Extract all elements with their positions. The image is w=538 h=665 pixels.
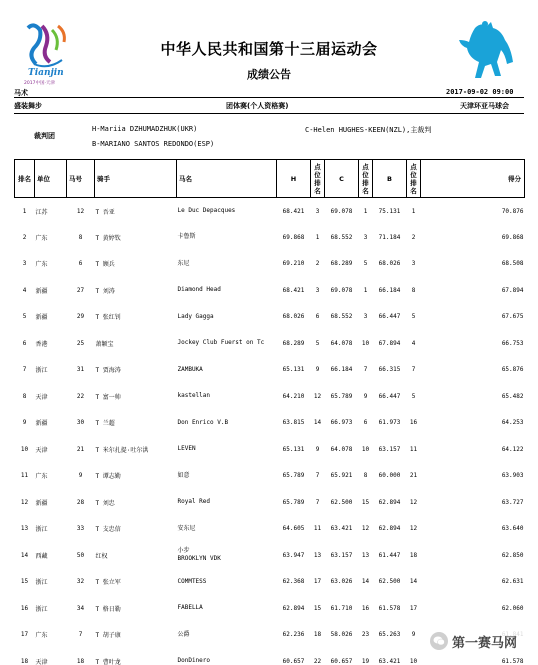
cell-horse-no: 29: [76, 313, 85, 321]
cell-h-rank: 9: [315, 366, 320, 374]
cell-rank: 13: [20, 525, 29, 533]
cell-b-rank: 2: [411, 233, 416, 241]
cell-horse-no: 33: [76, 525, 85, 533]
cell-h: 64.210: [282, 392, 305, 400]
cell-rider: T 黄婷钦: [95, 234, 121, 242]
cell-horse-no: 27: [76, 286, 85, 294]
cell-horse-name: Jockey Club Fuerst on Tc: [177, 339, 265, 347]
cell-b: 60.000: [378, 472, 401, 480]
cell-score: 62.060: [501, 604, 524, 612]
cell-c: 60.657: [330, 657, 353, 665]
cell-horse-name: DonDinero: [177, 657, 211, 665]
cell-h-rank: 11: [313, 525, 322, 533]
cell-rank: 7: [22, 366, 27, 374]
cell-h-rank: 9: [315, 445, 320, 453]
col-header-c-rank: 点位排名: [359, 160, 373, 198]
table-row: [15, 595, 525, 622]
cell-rank: 11: [20, 472, 29, 480]
page-title: 中华人民共和国第十三届运动会: [160, 40, 378, 58]
cell-c: 65.789: [330, 392, 353, 400]
cell-horse-no: 22: [76, 392, 85, 400]
datetime-label: 2017-09-02 09:00: [446, 88, 514, 96]
cell-c-rank: 12: [361, 525, 370, 533]
cell-b-rank: 12: [409, 498, 418, 506]
cell-horse-name: 公爵: [177, 630, 190, 638]
cell-c-rank: 13: [361, 551, 370, 559]
cell-rank: 6: [22, 339, 27, 347]
cell-score: 65.876: [501, 366, 524, 374]
cell-rank: 15: [20, 578, 29, 586]
cell-b: 65.263: [378, 631, 401, 639]
logo-subtext: 2017中国·天津: [24, 81, 55, 86]
cell-horse-no: 34: [76, 604, 85, 612]
cell-c-rank: 5: [363, 260, 368, 268]
table-row: [15, 330, 525, 357]
cell-score: 67.675: [501, 313, 524, 321]
cell-c-rank: 3: [363, 313, 368, 321]
cell-h-rank: 13: [313, 551, 322, 559]
cell-b: 68.026: [378, 260, 401, 268]
cell-b-rank: 5: [411, 392, 416, 400]
cell-h-rank: 14: [313, 419, 322, 427]
cell-h-rank: 2: [315, 260, 320, 268]
watermark-text: 第一赛马网: [452, 635, 518, 651]
cell-c: 63.157: [330, 551, 353, 559]
table-row: [15, 569, 525, 596]
cell-score: 68.508: [501, 260, 524, 268]
cell-horse-no: 31: [76, 366, 85, 374]
cell-unit: 香港: [35, 340, 48, 348]
col-header-rider: 骑手: [95, 160, 177, 198]
cell-horse-name: kastellan: [177, 392, 211, 400]
col-header-unit: 单位: [35, 160, 67, 198]
cell-c-rank: 10: [361, 339, 370, 347]
cell-h-rank: 18: [313, 631, 322, 639]
cell-b-rank: 12: [409, 525, 418, 533]
cell-rider: T 富一帅: [95, 393, 121, 401]
cell-unit: 广东: [35, 473, 48, 481]
cell-b: 61.973: [378, 419, 401, 427]
cell-b: 66.447: [378, 392, 401, 400]
cell-horse-no: 8: [78, 233, 83, 241]
cell-h-rank: 7: [315, 498, 320, 506]
cell-rank: 16: [20, 604, 29, 612]
cell-h-rank: 17: [313, 578, 322, 586]
cell-horse-name: 东尼: [177, 259, 190, 267]
cell-rider: T 刘涛: [95, 287, 115, 295]
col-header-score: 得分: [421, 160, 525, 198]
cell-unit: 新疆: [35, 287, 48, 295]
cell-rider: T 顾兵: [95, 261, 115, 269]
cell-score: 64.253: [501, 419, 524, 427]
cell-rider: T 曹叶龙: [95, 658, 121, 665]
table-row: [15, 383, 525, 410]
cell-horse-name: Diamond Head: [177, 286, 221, 294]
table-row: [15, 277, 525, 304]
cell-b: 66.315: [378, 366, 401, 374]
cell-h: 62.894: [282, 604, 305, 612]
cell-b: 62.894: [378, 498, 401, 506]
cell-c: 66.973: [330, 419, 353, 427]
table-row: [15, 436, 525, 463]
cell-c-rank: 10: [361, 445, 370, 453]
cell-b-rank: 7: [411, 366, 416, 374]
cell-b-rank: 8: [411, 286, 416, 294]
col-header-h-rank: 点位排名: [311, 160, 325, 198]
cell-rider: T 贾海涛: [95, 367, 121, 375]
cell-c-rank: 19: [361, 657, 370, 665]
cell-h: 63.947: [282, 551, 305, 559]
table-row: [15, 198, 525, 225]
cell-h-rank: 12: [313, 392, 322, 400]
cell-horse-no: 32: [76, 578, 85, 586]
judges-label: 裁判团: [34, 132, 55, 140]
cell-b: 61.578: [378, 604, 401, 612]
cell-horse-name: Le Duc Depacques: [177, 207, 236, 214]
cell-h: 68.026: [282, 313, 305, 321]
cell-b: 67.894: [378, 339, 401, 347]
table-row: [15, 463, 525, 490]
cell-rank: 9: [22, 419, 27, 427]
table-row: [15, 251, 525, 278]
col-header-rank: 排名: [15, 160, 35, 198]
cell-b-rank: 1: [411, 207, 416, 215]
cell-horse-name: Lady Gagga: [177, 312, 214, 320]
cell-unit: 新疆: [35, 420, 48, 428]
cell-score: 65.482: [501, 392, 524, 400]
cell-rank: 17: [20, 631, 29, 639]
cell-h-rank: 1: [315, 233, 320, 241]
cell-rank: 2: [22, 233, 27, 241]
cell-h: 69.868: [282, 233, 305, 241]
cell-unit: 新疆: [35, 314, 48, 322]
cell-c: 68.552: [330, 313, 353, 321]
cell-c: 68.552: [330, 233, 353, 241]
cell-unit: 天津: [35, 393, 48, 401]
cell-unit: 浙江: [35, 526, 48, 534]
cell-unit: 浙江: [35, 367, 48, 375]
cell-horse-no: 28: [76, 498, 85, 506]
cell-c: 63.026: [330, 578, 353, 586]
cell-horse-name: FABELLA: [177, 604, 203, 612]
table-row: [15, 357, 525, 384]
cell-rank: 10: [20, 445, 29, 453]
cell-score: 64.122: [501, 445, 524, 453]
cell-c-rank: 3: [363, 233, 368, 241]
cell-b-rank: 9: [411, 631, 416, 639]
cell-horse-name: 如意: [177, 471, 190, 479]
cell-rank: 8: [22, 392, 27, 400]
cell-c: 68.289: [330, 260, 353, 268]
cell-horse-no: 12: [76, 207, 85, 215]
sport-label: 马术: [14, 89, 28, 97]
table-row: [15, 542, 525, 569]
cell-unit: 广东: [35, 234, 48, 242]
cell-horse-name: 小步 BROOKLYN VDK: [177, 547, 221, 563]
cell-horse-name: Royal Red: [177, 498, 211, 506]
cell-horse-no: 9: [78, 472, 83, 480]
cell-h-rank: 3: [315, 207, 320, 215]
col-header-horse-name: 马名: [177, 160, 277, 198]
cell-rider: T 张红钊: [95, 314, 121, 322]
cell-b: 71.184: [378, 233, 401, 241]
cell-h-rank: 15: [313, 604, 322, 612]
cell-c: 58.026: [330, 631, 353, 639]
cell-rider: T 米尔扎提·吐尔洪: [95, 446, 149, 454]
cell-score: 63.640: [501, 525, 524, 533]
judge-c: C-Helen HUGHES-KEEN(NZL),主裁判: [305, 126, 432, 134]
cell-c-rank: 8: [363, 472, 368, 480]
cell-h: 68.289: [282, 339, 305, 347]
cell-rider: T 胡子康: [95, 632, 121, 640]
cell-rider: T 谭志勤: [95, 473, 121, 481]
cell-h-rank: 6: [315, 313, 320, 321]
cell-b: 75.131: [378, 207, 401, 215]
cell-score: 63.727: [501, 498, 524, 506]
cell-b: 62.500: [378, 578, 401, 586]
cell-unit: 天津: [35, 446, 48, 454]
cell-rider: 萧颖宝: [95, 340, 114, 348]
cell-rider: T 格日勒: [95, 605, 121, 613]
cell-b-rank: 5: [411, 313, 416, 321]
cell-horse-no: 7: [78, 631, 83, 639]
event-label: 团体赛(个人资格赛): [226, 102, 289, 110]
cell-b: 66.447: [378, 313, 401, 321]
cell-rider: 红权: [95, 552, 108, 560]
cell-b-rank: 18: [409, 551, 418, 559]
cell-horse-no: 18: [76, 657, 85, 665]
cell-c: 69.078: [330, 207, 353, 215]
cell-unit: 江苏: [35, 208, 48, 216]
cell-b-rank: 16: [409, 419, 418, 427]
cell-horse-name: COMMTESS: [177, 577, 207, 585]
cell-c-rank: 14: [361, 578, 370, 586]
col-header-c: C: [325, 160, 359, 198]
cell-h: 64.605: [282, 525, 305, 533]
cell-h: 65.789: [282, 472, 305, 480]
divider: [14, 113, 524, 114]
page-subtitle: 成绩公告: [247, 68, 291, 81]
cell-rank: 5: [22, 313, 27, 321]
cell-horse-no: 21: [76, 445, 85, 453]
cell-score: 69.868: [501, 233, 524, 241]
cell-h: 65.131: [282, 445, 305, 453]
cell-h-rank: 5: [315, 339, 320, 347]
cell-h: 62.236: [282, 631, 305, 639]
cell-rank: 1: [22, 207, 27, 215]
divider: [14, 97, 524, 98]
cell-c-rank: 7: [363, 366, 368, 374]
cell-rank: 12: [20, 498, 29, 506]
cell-unit: 西藏: [35, 552, 48, 560]
col-header-b-rank: 点位排名: [407, 160, 421, 198]
cell-h-rank: 22: [313, 657, 322, 665]
cell-rider: T 兰超: [95, 420, 115, 428]
cell-b-rank: 4: [411, 339, 416, 347]
cell-horse-name: 卡鲁斯: [177, 233, 196, 241]
cell-horse-name: Don Enrico V.B: [177, 418, 229, 426]
cell-score: 61.578: [501, 657, 524, 665]
cell-h: 69.210: [282, 260, 305, 268]
venue-label: 天津环亚马球会: [460, 102, 509, 110]
wechat-icon: [430, 632, 448, 650]
cell-b: 63.157: [378, 445, 401, 453]
cell-c: 69.078: [330, 286, 353, 294]
cell-h: 65.789: [282, 498, 305, 506]
cell-horse-no: 25: [76, 339, 85, 347]
cell-unit: 广东: [35, 261, 48, 269]
cell-h: 62.368: [282, 578, 305, 586]
cell-b-rank: 21: [409, 472, 418, 480]
cell-score: 66.753: [501, 339, 524, 347]
cell-rank: 3: [22, 260, 27, 268]
discipline-label: 盛装舞步: [14, 102, 42, 110]
cell-h: 63.815: [282, 419, 305, 427]
cell-score: 62.850: [501, 551, 524, 559]
cell-unit: 浙江: [35, 579, 48, 587]
watermark: [430, 628, 536, 654]
cell-score: 70.876: [501, 207, 524, 215]
cell-c: 65.921: [330, 472, 353, 480]
cell-b-rank: 10: [409, 657, 418, 665]
logo-wordmark: Tianjin: [28, 68, 64, 78]
cell-c-rank: 15: [361, 498, 370, 506]
table-row: [15, 516, 525, 543]
cell-h: 65.131: [282, 366, 305, 374]
cell-b: 63.421: [378, 657, 401, 665]
cell-score: 62.631: [501, 578, 524, 586]
cell-c-rank: 6: [363, 419, 368, 427]
judge-b: B-MARIANO SANTOS REDONDO(ESP): [92, 140, 215, 148]
cell-h-rank: 3: [315, 286, 320, 294]
col-header-horse-no: 马号: [67, 160, 95, 198]
cell-horse-name: 安东尼: [177, 524, 196, 532]
cell-c: 64.078: [330, 339, 353, 347]
cell-c-rank: 23: [361, 631, 370, 639]
cell-rider: T 吾亚: [95, 208, 115, 216]
cell-unit: 天津: [35, 658, 48, 665]
cell-h-rank: 7: [315, 472, 320, 480]
cell-rider: T 支忠信: [95, 526, 121, 534]
cell-b: 66.184: [378, 286, 401, 294]
cell-unit: 新疆: [35, 499, 48, 507]
cell-b-rank: 11: [409, 445, 418, 453]
cell-unit: 浙江: [35, 605, 48, 613]
cell-b: 62.894: [378, 525, 401, 533]
cell-c-rank: 1: [363, 286, 368, 294]
cell-b-rank: 3: [411, 260, 416, 268]
cell-rank: 18: [20, 657, 29, 665]
cell-c-rank: 9: [363, 392, 368, 400]
cell-horse-no: 6: [78, 260, 83, 268]
table-row: [15, 410, 525, 437]
table-row: [15, 224, 525, 251]
judge-h: H-Mariia DZHUMADZHUK(UKR): [92, 125, 198, 133]
cell-horse-name: ZAMBUKA: [177, 365, 203, 373]
cell-h: 68.421: [282, 207, 305, 215]
cell-c: 63.421: [330, 525, 353, 533]
table-row: [15, 489, 525, 516]
cell-c-rank: 1: [363, 207, 368, 215]
cell-c-rank: 16: [361, 604, 370, 612]
cell-score: 67.894: [501, 286, 524, 294]
table-header-row: [15, 160, 525, 198]
cell-rider: T 刘忠: [95, 499, 115, 507]
cell-h: 60.657: [282, 657, 305, 665]
cell-unit: 广东: [35, 632, 48, 640]
cell-b-rank: 14: [409, 578, 418, 586]
cell-rank: 14: [20, 551, 29, 559]
cell-horse-name: LEVEN: [177, 445, 196, 453]
cell-h: 68.421: [282, 286, 305, 294]
cell-horse-no: 30: [76, 419, 85, 427]
results-table: [14, 159, 525, 665]
cell-horse-no: 50: [76, 551, 85, 559]
cell-b: 61.447: [378, 551, 401, 559]
cell-c: 61.710: [330, 604, 353, 612]
cell-c: 64.078: [330, 445, 353, 453]
cell-rank: 4: [22, 286, 27, 294]
cell-c: 66.184: [330, 366, 353, 374]
cell-rider: T 张立军: [95, 579, 121, 587]
col-header-h: H: [277, 160, 311, 198]
cell-score: 63.903: [501, 472, 524, 480]
cell-c: 62.500: [330, 498, 353, 506]
col-header-b: B: [373, 160, 407, 198]
table-row: [15, 304, 525, 331]
cell-b-rank: 17: [409, 604, 418, 612]
